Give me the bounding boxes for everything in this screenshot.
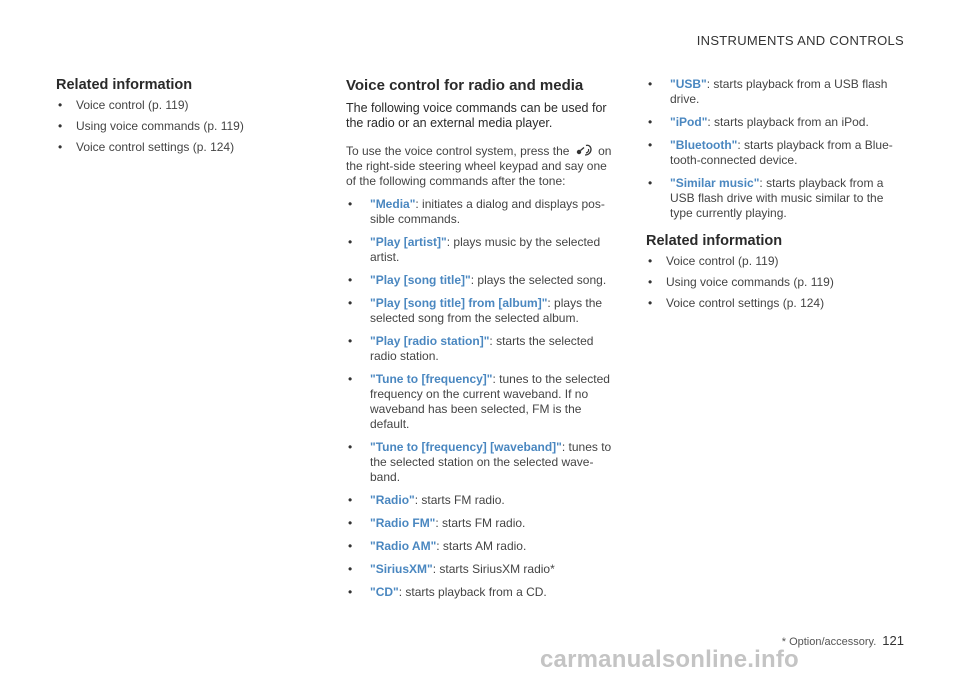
voice-command-list (346, 197, 614, 600)
bullet-icon: • (348, 273, 353, 287)
list-item (346, 440, 614, 485)
command-desc: : starts FM radio. (414, 493, 505, 507)
list-item (646, 115, 908, 130)
command-name: "Play [song title]" (370, 273, 471, 287)
bullet-icon: • (348, 197, 353, 211)
section-title: Voice control for radio and media (346, 77, 584, 94)
related-link[interactable]: Using voice commands (p. 119) (76, 119, 244, 133)
list-item (346, 273, 614, 288)
bullet-icon: • (648, 138, 653, 152)
list-item[interactable] (56, 119, 296, 134)
bullet-icon: • (348, 585, 353, 599)
list-item (346, 334, 614, 364)
intro-text: The following voice commands can be used for the radio or an external media player. (346, 101, 607, 130)
bullet-icon: • (648, 275, 653, 289)
list-item[interactable] (646, 275, 908, 290)
command-name: "iPod" (670, 115, 708, 129)
list-item[interactable] (646, 254, 908, 269)
bullet-icon: • (648, 176, 653, 190)
command-name: "Bluetooth" (670, 138, 738, 152)
bullet-icon: • (348, 440, 353, 454)
related-link[interactable]: Using voice commands (p. 119) (666, 275, 834, 289)
list-item[interactable] (56, 140, 296, 155)
bullet-icon: • (348, 235, 353, 249)
instruction-text (346, 143, 614, 189)
command-desc: : starts playback from a USB flash drive. (670, 77, 888, 106)
command-name: "CD" (370, 585, 399, 599)
list-item (346, 516, 614, 531)
footnote: * Option/accessory. (781, 636, 877, 648)
bullet-icon: • (348, 334, 353, 348)
related-link[interactable]: Voice control (p. 119) (76, 98, 189, 112)
bullet-icon: • (648, 115, 653, 129)
bullet-icon: • (648, 77, 653, 91)
list-item (346, 539, 614, 554)
bullet-icon: • (348, 296, 353, 310)
command-desc: : plays the selected song from the selected album. (370, 296, 603, 325)
bullet-icon: • (648, 254, 653, 268)
list-item (346, 235, 614, 265)
voice-control-icon (575, 143, 595, 157)
command-name: "Tune to [frequency]" (370, 372, 493, 386)
bullet-icon: • (58, 98, 63, 112)
command-name: "Radio FM" (370, 516, 436, 530)
command-name: "Radio" (370, 493, 415, 507)
list-item (346, 296, 614, 326)
list-item[interactable] (56, 98, 296, 113)
watermark: carmanualsonline.info (540, 646, 799, 673)
instruction-before: To use the voice control system, press the (346, 144, 570, 158)
command-desc: : plays music by the selected artist. (370, 235, 601, 264)
page-footer (782, 633, 904, 648)
page-number: 121 (882, 633, 904, 648)
command-name: "Media" (370, 197, 416, 211)
related-link[interactable]: Voice control settings (p. 124) (76, 140, 235, 154)
command-desc: : starts playback from a CD. (398, 585, 547, 599)
command-name: "Play [artist]" (370, 235, 447, 249)
command-desc: : starts the selected radio station. (370, 334, 594, 363)
running-header: INSTRUMENTS AND CONTROLS (696, 33, 904, 48)
related-info-list (56, 98, 296, 155)
bullet-icon: • (58, 140, 63, 154)
middle-column (346, 77, 614, 608)
bullet-icon: • (348, 562, 353, 576)
list-item (346, 562, 614, 577)
command-name: "Tune to [frequency] [waveband]" (370, 440, 562, 454)
list-item (346, 585, 614, 600)
list-item (346, 197, 614, 227)
bullet-icon: • (348, 493, 353, 507)
instruction-after: on the right-side steering wheel keypad and say one of the following commands after the tone: (346, 144, 612, 188)
list-item (646, 176, 908, 221)
command-desc: : tunes to the selected station on the selected wave-band. (370, 440, 612, 484)
command-desc: : starts AM radio. (436, 539, 527, 553)
bullet-icon: • (348, 372, 353, 386)
list-item (646, 77, 908, 107)
bullet-icon: • (348, 516, 353, 530)
command-desc: : tunes to the selected frequency on the current waveband. If no waveband has been selected, FM is the default. (370, 372, 610, 431)
list-item (346, 372, 614, 432)
voice-command-list-continued (646, 77, 908, 221)
related-info-heading: Related information (56, 77, 193, 93)
bullet-icon: • (58, 119, 63, 133)
related-link[interactable]: Voice control (p. 119) (666, 254, 779, 268)
list-item (346, 493, 614, 508)
command-name: "Similar music" (670, 176, 760, 190)
related-info-heading: Related information (646, 233, 783, 249)
command-desc: : initiates a dialog and displays pos-sible commands. (370, 197, 605, 226)
left-column (56, 77, 296, 161)
command-desc: : starts FM radio. (435, 516, 526, 530)
command-name: "Play [song title] from [album]" (370, 296, 548, 310)
command-desc: : plays the selected song. (470, 273, 607, 287)
command-name: "SiriusXM" (370, 562, 433, 576)
right-column (646, 77, 908, 317)
command-name: "Play [radio station]" (370, 334, 490, 348)
command-desc: : starts SiriusXM radio* (432, 562, 555, 576)
bullet-icon: • (348, 539, 353, 553)
command-desc: : starts playback from a Blue-tooth-connected device. (670, 138, 893, 167)
related-link[interactable]: Voice control settings (p. 124) (666, 296, 825, 310)
list-item (646, 138, 908, 168)
command-name: "Radio AM" (370, 539, 437, 553)
list-item[interactable] (646, 296, 908, 311)
related-info-list (646, 254, 908, 311)
command-desc: : starts playback from a USB flash drive with music similar to the type currently playing. (670, 176, 884, 220)
bullet-icon: • (648, 296, 653, 310)
command-desc: : starts playback from an iPod. (707, 115, 869, 129)
command-name: "USB" (670, 77, 707, 91)
